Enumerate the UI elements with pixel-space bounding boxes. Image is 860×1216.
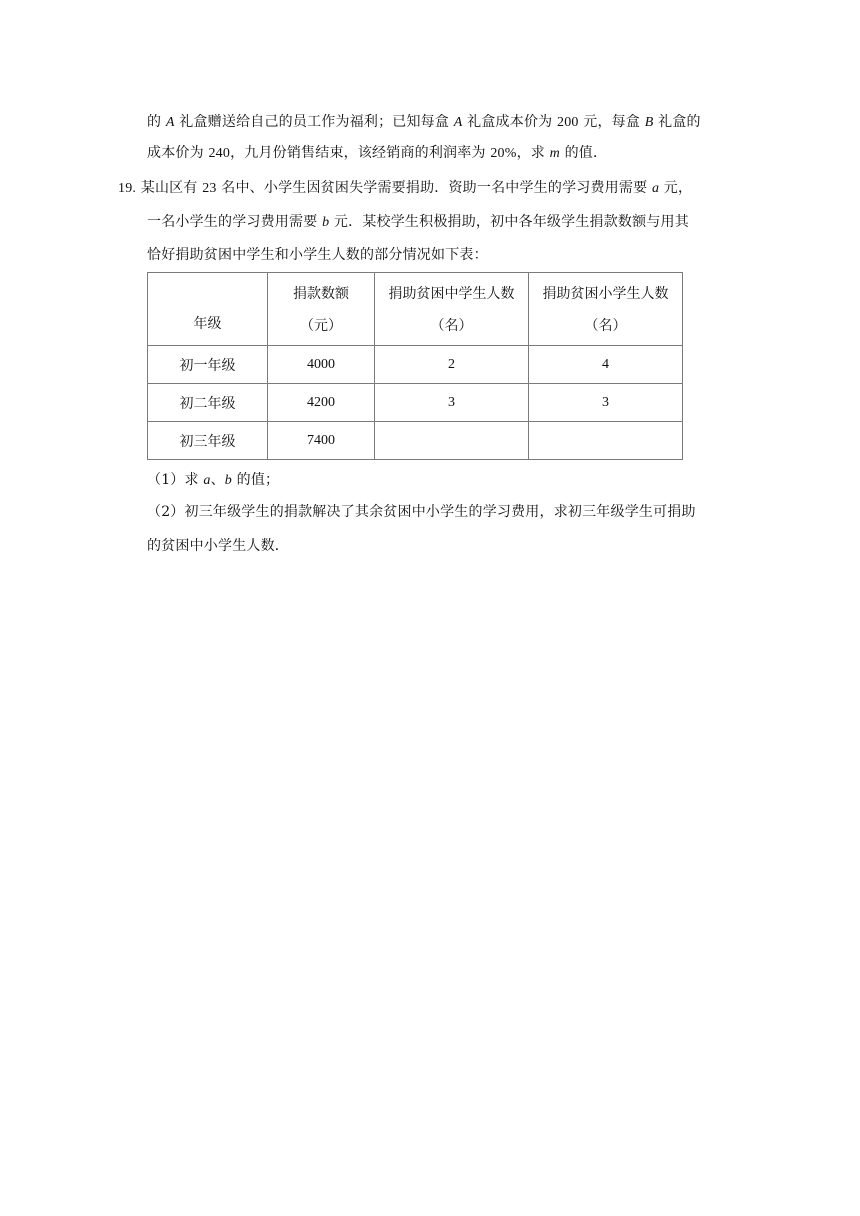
cell-primary [529, 422, 683, 460]
intro-text: 的 [147, 114, 166, 130]
variable-m: m [549, 146, 560, 161]
question-text: （2）初三年级学生的捐款解决了其余贫困中小学生的学习费用，求初三年级学生可捐助 [147, 504, 696, 520]
cell-grade: 初一年级 [148, 346, 268, 384]
header-middle-students [375, 273, 529, 346]
cell-middle: 2 [375, 346, 529, 384]
problem-text: 某山区有 [140, 180, 203, 196]
variable-b: B [644, 115, 654, 130]
header-grade-label: 年级 [193, 316, 222, 332]
problem-19-line-3 [147, 245, 488, 265]
cell-primary: 4 [529, 346, 683, 384]
cell-amount: 4200 [268, 384, 375, 422]
question-2-line-2 [147, 536, 289, 556]
table-header-row [148, 273, 683, 346]
variable-a: A [165, 115, 175, 130]
variable-a: A [453, 115, 463, 130]
problem-19-line-1 [118, 178, 692, 199]
number-200: 200 [557, 115, 579, 130]
intro-text: ，求 [516, 145, 550, 161]
cell-primary: 3 [529, 384, 683, 422]
cell-grade: 初三年级 [148, 422, 268, 460]
header-primary-unit: （名） [584, 318, 627, 334]
intro-line-2 [147, 143, 607, 164]
header-amount-unit: （元） [300, 318, 342, 334]
intro-text: 元，每盒 [578, 114, 645, 130]
problem-text: 元．某校学生积极捐助，初中各年级学生捐款数额与用其 [329, 214, 689, 230]
question-text: 、 [210, 472, 225, 488]
intro-text: 礼盒的 [653, 114, 701, 130]
cell-amount: 4000 [268, 346, 375, 384]
header-middle-label: 捐助贫困中学生人数 [388, 286, 515, 302]
problem-text: 一名小学生的学习费用需要 [147, 214, 323, 230]
intro-text: 礼盒成本价为 [462, 114, 557, 130]
variable-b: b [322, 215, 330, 230]
cell-middle: 3 [375, 384, 529, 422]
problem-text: 元， [659, 180, 693, 196]
cell-grade: 初二年级 [148, 384, 268, 422]
question-text: （1）求 [147, 472, 204, 488]
variable-b: b [224, 473, 232, 488]
header-middle-unit: （名） [430, 318, 473, 334]
intro-line-1 [147, 112, 701, 133]
intro-text: ，九月份销售结束，该经销商的利润率为 [230, 145, 491, 161]
cell-middle [375, 422, 529, 460]
variable-a: a [651, 181, 660, 196]
question-2-line-1 [147, 502, 696, 522]
problem-19-line-2 [147, 212, 689, 233]
question-1 [147, 470, 279, 491]
number-23: 23 [202, 181, 217, 196]
table-row [148, 384, 683, 422]
header-amount [268, 273, 375, 346]
number-240: 240 [208, 146, 231, 161]
header-primary-students [529, 273, 683, 346]
intro-text: 的值． [559, 145, 608, 161]
question-text: 的值； [231, 472, 280, 488]
header-amount-label: 捐款数额 [293, 286, 349, 302]
intro-text: 礼盒赠送给自己的员工作为福利；已知每盒 [174, 114, 454, 130]
donation-table [147, 272, 683, 460]
cell-amount: 7400 [268, 422, 375, 460]
table-row [148, 422, 683, 460]
intro-text: 成本价为 [147, 145, 209, 161]
header-primary-label: 捐助贫困小学生人数 [542, 286, 669, 302]
number-20-percent: 20% [490, 146, 517, 161]
table-row [148, 346, 683, 384]
problem-text: 恰好捐助贫困中学生和小学生人数的部分情况如下表： [147, 247, 488, 263]
header-grade [148, 273, 268, 346]
problem-text: 名中、小学生因贫困失学需要捐助．资助一名中学生的学习费用需要 [216, 180, 652, 196]
problem-number: 19. [118, 181, 137, 196]
question-text: 的贫困中小学生人数． [147, 538, 289, 554]
variable-a: a [203, 473, 211, 488]
